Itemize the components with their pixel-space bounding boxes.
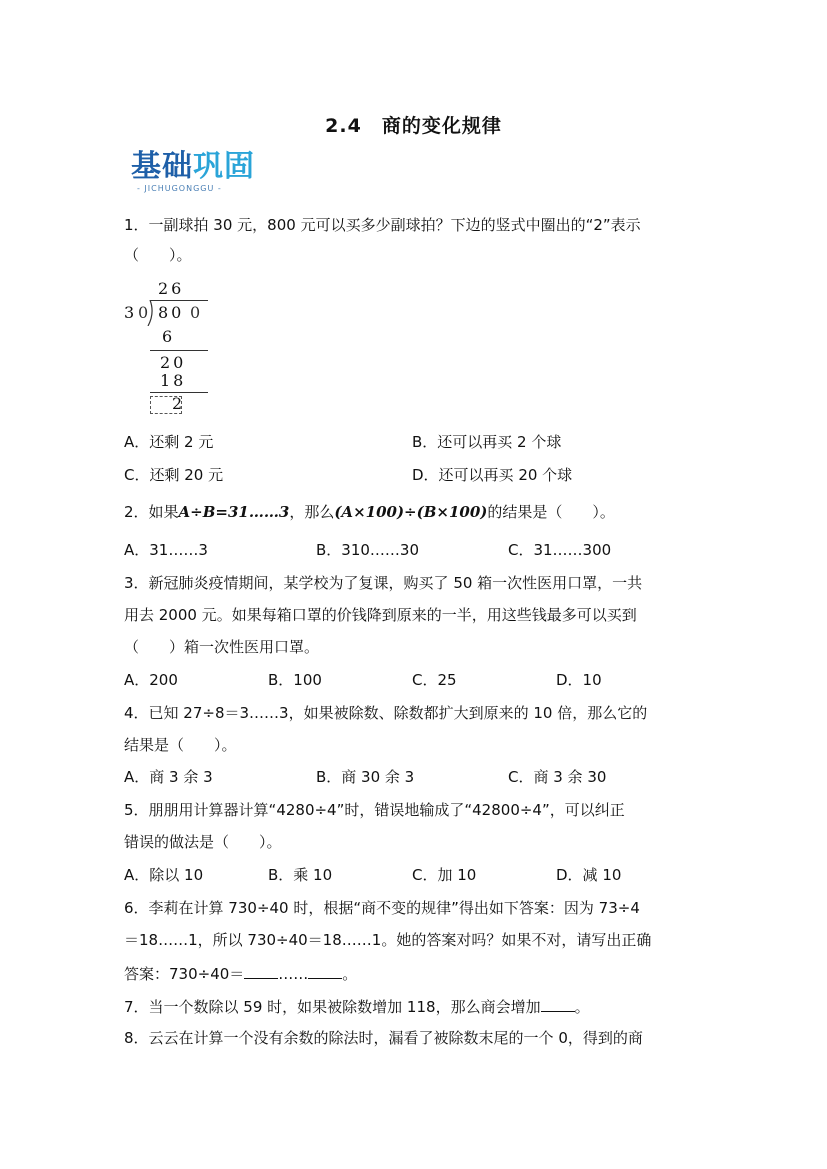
q7-line: 7．当一个数除以 59 时，如果被除数增加 118，那么商会增加 。 [124, 995, 590, 1017]
q8-line1: 8．云云在计算一个没有余数的除法时，漏看了被除数末尾的一个 0，得到的商 [124, 1029, 643, 1047]
q5-line1: 5．朋朋用计算器计算“4280÷4”时，错误地输成了“42800÷4”，可以纠正 [124, 801, 625, 819]
q1-line1: 1．一副球拍 30 元，800 元可以买多少副球拍？下边的竖式中圈出的“2”表示 [124, 216, 641, 234]
q6-line1: 6．李莉在计算 730÷40 时，根据“商不变的规律”得出如下答案：因为 73÷4 [124, 899, 640, 917]
division-bracket [146, 300, 156, 326]
q2-option-b: B．310……30 [316, 541, 420, 559]
q3-line1: 3．新冠肺炎疫情期间，某学校为了复课，购买了 50 箱一次性医用口罩，一共 [124, 574, 643, 592]
q5-option-a: A．除以 10 [124, 866, 204, 884]
q1-line2: （ ）。 [124, 246, 192, 264]
q2-stem: 2．如果A÷B=31……3，那么(A×100)÷(B×100)的结果是（ ）。 [124, 503, 615, 521]
section-badge [131, 150, 277, 196]
badge-title: 基础巩固 [131, 149, 255, 184]
q5-line2: 错误的做法是（ ）。 [124, 833, 282, 851]
q4-option-c: C．商 3 余 30 [508, 768, 607, 786]
q2-option-c: C．31……300 [508, 541, 612, 559]
partial-product-2: 18 [160, 371, 187, 390]
q1-option-d: D．还可以再买 20 个球 [412, 466, 573, 484]
q6-line2: ＝18……1，所以 730÷40＝18……1。她的答案对吗？如果不对，请写出正确 [124, 931, 652, 949]
q4-option-a: A．商 3 余 3 [124, 768, 213, 786]
divisor: 3 [124, 303, 138, 322]
long-division-figure [122, 280, 222, 420]
q3-line3: （ ）箱一次性医用口罩。 [124, 638, 320, 656]
dividend: 80 [158, 303, 185, 322]
remainder: 2 [172, 394, 186, 413]
q1-option-c: C．还剩 20 元 [124, 466, 224, 484]
q2-option-a: A．31……3 [124, 541, 208, 559]
answer-blank-quotient[interactable] [244, 962, 278, 979]
divisor-zero: 0 [138, 303, 152, 322]
q2-expression-2: (A×100)÷(B×100) [334, 503, 488, 521]
sub-line-2 [150, 392, 208, 393]
q2-expression-1: A÷B=31……3 [178, 503, 290, 521]
q6-line3: 答案：730÷40＝ …… 。 [124, 962, 357, 984]
q3-option-b: B．100 [268, 671, 322, 689]
q4-line1: 4．已知 27÷8＝3……3，如果被除数、除数都扩大到原来的 10 倍，那么它的 [124, 704, 648, 722]
q3-option-c: C．25 [412, 671, 457, 689]
q3-option-d: D．10 [556, 671, 602, 689]
q5-option-d: D．减 10 [556, 866, 622, 884]
partial-product-1: 6 [162, 327, 176, 346]
partial-dividend: 20 [160, 353, 187, 372]
answer-blank-q7[interactable] [541, 995, 575, 1012]
sub-line-1 [150, 350, 208, 351]
quotient: 26 [158, 279, 185, 298]
badge-subtitle: - JICHUGONGGU - [137, 184, 222, 193]
q3-line2: 用去 2000 元。如果每箱口罩的价钱降到原来的一半，用这些钱最多可以买到 [124, 606, 637, 624]
q5-option-b: B．乘 10 [268, 866, 333, 884]
dividend-zero: 0 [190, 303, 204, 322]
division-bar [150, 300, 208, 301]
q1-option-b: B．还可以再买 2 个球 [412, 433, 562, 451]
answer-blank-remainder[interactable] [308, 962, 342, 979]
q4-line2: 结果是（ ）。 [124, 736, 237, 754]
q5-option-c: C．加 10 [412, 866, 477, 884]
q3-option-a: A．200 [124, 671, 178, 689]
q4-option-b: B．商 30 余 3 [316, 768, 415, 786]
q1-option-a: A．还剩 2 元 [124, 433, 214, 451]
page-title: 2.4 商的变化规律 [325, 115, 502, 137]
